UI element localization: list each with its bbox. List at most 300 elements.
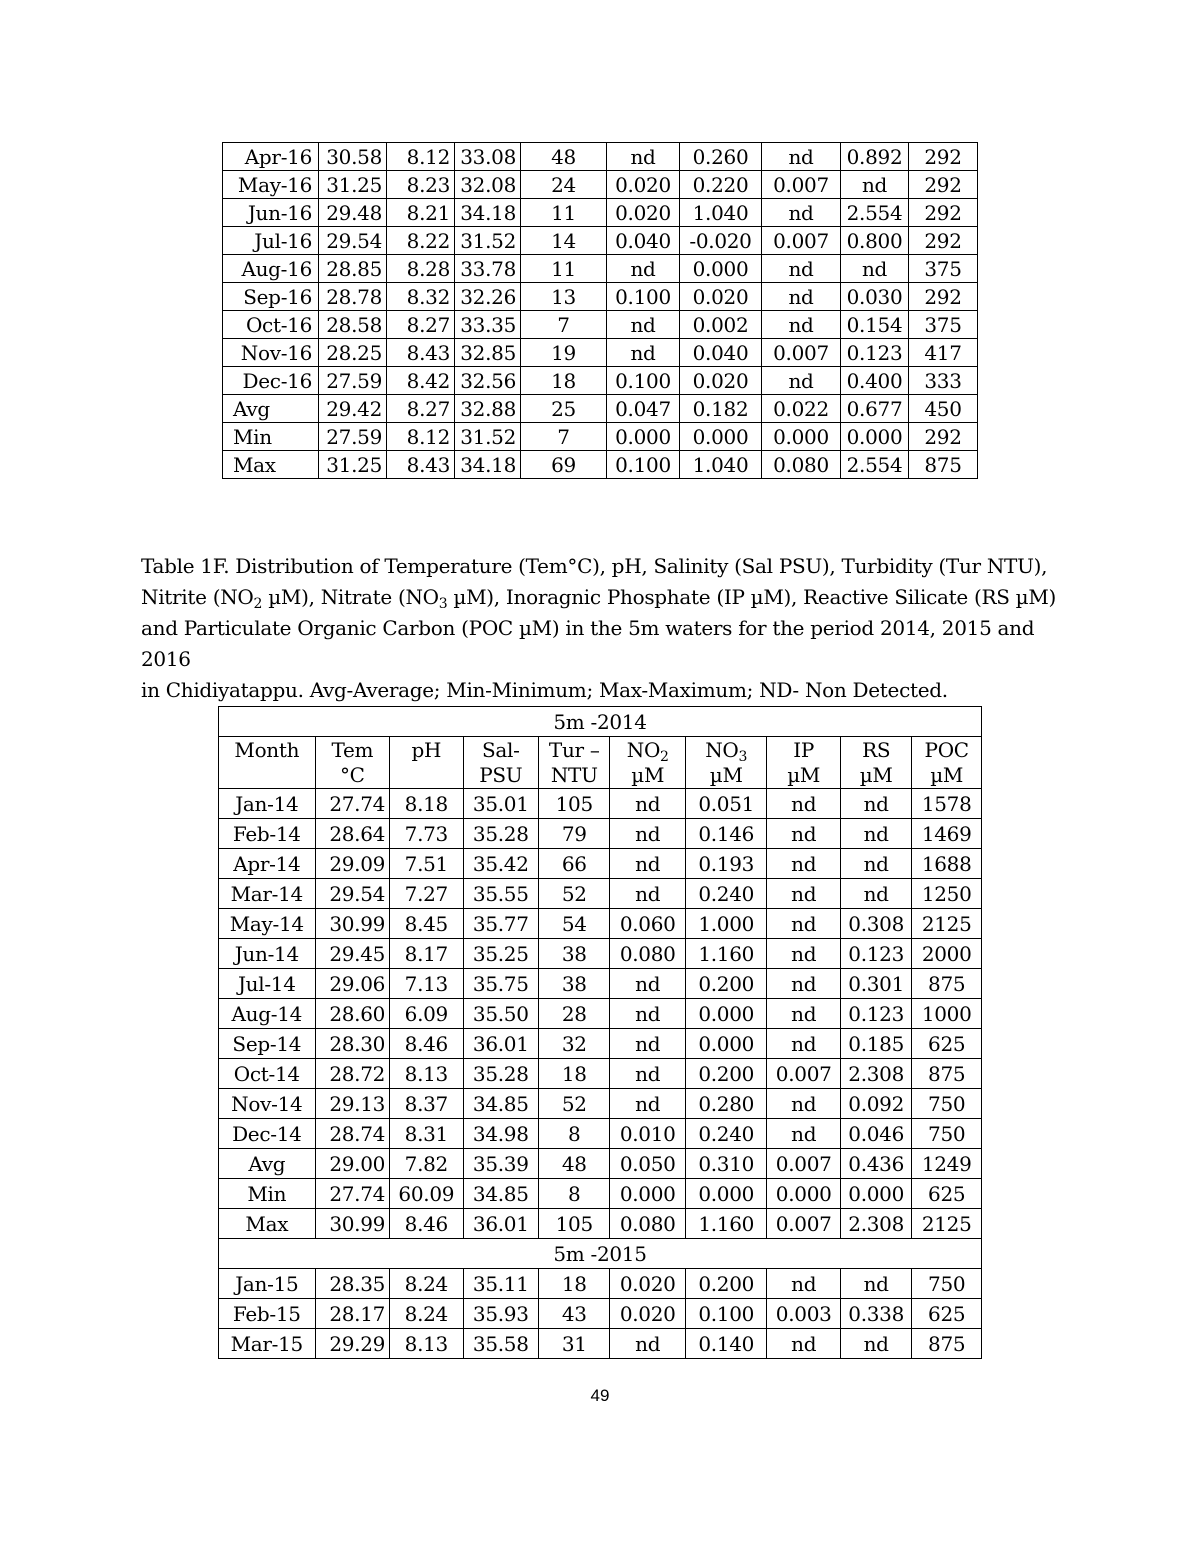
table-cell: 60.09 [390, 1179, 463, 1209]
table-cell: nd [610, 1029, 685, 1059]
table-cell: 1.160 [685, 1209, 767, 1239]
table-row [223, 227, 978, 255]
table-cell: 34.18 [455, 199, 521, 227]
table-cell: 292 [909, 171, 978, 199]
table-cell: nd [767, 819, 840, 849]
table-cell: 0.030 [841, 283, 909, 311]
table-row [223, 367, 978, 395]
table-row [219, 999, 982, 1029]
table-cell: 1.160 [685, 939, 767, 969]
table-cell: 2125 [912, 909, 982, 939]
table-cell: -0.020 [680, 227, 762, 255]
header-poc: POC µM [912, 737, 982, 789]
table-cell: nd [762, 255, 841, 283]
row-label-cell: Jun-16 [223, 199, 319, 227]
table-row [219, 819, 982, 849]
table-cell: 11 [521, 199, 607, 227]
table-cell: 79 [539, 819, 610, 849]
table-cell: 0.046 [840, 1119, 911, 1149]
row-label-cell: Nov-14 [219, 1089, 316, 1119]
table-cell: 69 [521, 451, 607, 479]
table-cell: 29.29 [315, 1329, 389, 1359]
row-label-cell: Apr-16 [223, 143, 319, 171]
table-cell: 8.12 [387, 423, 455, 451]
table-cell: 0.020 [680, 283, 762, 311]
table-cell: 8 [539, 1119, 610, 1149]
table-row [219, 909, 982, 939]
table-cell: 38 [539, 969, 610, 999]
table-cell: 18 [539, 1059, 610, 1089]
table-cell: 0.301 [840, 969, 911, 999]
row-label-cell: May-16 [223, 171, 319, 199]
table-cell: 750 [912, 1119, 982, 1149]
table-cell: 28.74 [315, 1119, 389, 1149]
table-cell: 0.892 [841, 143, 909, 171]
table-cell: 1249 [912, 1149, 982, 1179]
table-cell: 0.020 [680, 367, 762, 395]
row-label-cell: Oct-16 [223, 311, 319, 339]
table-cell: 0.100 [607, 283, 680, 311]
table-cell: 35.58 [463, 1329, 538, 1359]
table-cell: 0.003 [767, 1299, 840, 1329]
table-cell: 48 [521, 143, 607, 171]
table-cell: nd [840, 849, 911, 879]
table-cell: 0.182 [680, 395, 762, 423]
table-cell: nd [607, 255, 680, 283]
table-row [223, 283, 978, 311]
table-cell: 625 [912, 1299, 982, 1329]
table-cell: 750 [912, 1269, 982, 1299]
table-1f [218, 706, 982, 1359]
header-sal: Sal- PSU [463, 737, 538, 789]
table-cell: 0.022 [762, 395, 841, 423]
table-cell: 7.27 [390, 879, 463, 909]
table-cell: nd [610, 879, 685, 909]
table-cell: nd [610, 969, 685, 999]
table-cell: nd [767, 1329, 840, 1359]
table-cell: 0.310 [685, 1149, 767, 1179]
table-cell: 8.42 [387, 367, 455, 395]
table-cell: 0.060 [610, 909, 685, 939]
table-cell: 25 [521, 395, 607, 423]
table-cell: nd [762, 367, 841, 395]
table-cell: 8.22 [387, 227, 455, 255]
table-cell: 2.554 [841, 451, 909, 479]
row-label-cell: Aug-16 [223, 255, 319, 283]
table-cell: nd [762, 143, 841, 171]
table-cell: 1250 [912, 879, 982, 909]
table-cell: 8.18 [390, 789, 463, 819]
table-cell: 1.040 [680, 199, 762, 227]
table-cell: 1000 [912, 999, 982, 1029]
table-row [223, 423, 978, 451]
table-cell: 34.85 [463, 1179, 538, 1209]
row-label-cell: Avg [223, 395, 319, 423]
table-cell: 0.040 [607, 227, 680, 255]
table-row [219, 939, 982, 969]
section-label-2015: 5m -2015 [219, 1239, 982, 1269]
table-cell: 625 [912, 1179, 982, 1209]
table-cell: 0.200 [685, 1269, 767, 1299]
header-tur: Tur – NTU [539, 737, 610, 789]
row-label-cell: May-14 [219, 909, 316, 939]
table-cell: nd [767, 1119, 840, 1149]
table-cell: 2000 [912, 939, 982, 969]
table-row [223, 395, 978, 423]
table-cell: nd [610, 819, 685, 849]
table-cell: 28.35 [315, 1269, 389, 1299]
table-cell: 14 [521, 227, 607, 255]
table-cell: 0.800 [841, 227, 909, 255]
table-cell: nd [841, 255, 909, 283]
table-cell: 34.18 [455, 451, 521, 479]
table-cell: 0.000 [767, 1179, 840, 1209]
table-cell: 0.000 [840, 1179, 911, 1209]
table-cell: 29.45 [315, 939, 389, 969]
table-cell: 1.040 [680, 451, 762, 479]
row-label-cell: Sep-14 [219, 1029, 316, 1059]
table-cell: nd [762, 199, 841, 227]
table-cell: 8.12 [387, 143, 455, 171]
table-cell: 36.01 [463, 1209, 538, 1239]
table-cell: 35.50 [463, 999, 538, 1029]
table-cell: 35.25 [463, 939, 538, 969]
table-cell: 8.32 [387, 283, 455, 311]
header-ph: pH [390, 737, 463, 789]
table-cell: nd [607, 143, 680, 171]
table-cell: 8.13 [390, 1059, 463, 1089]
table-cell: 31.52 [455, 227, 521, 255]
table-row [223, 199, 978, 227]
table-cell: 52 [539, 879, 610, 909]
table-cell: 32.56 [455, 367, 521, 395]
table-cell: 28.72 [315, 1059, 389, 1089]
table-cell: 28.64 [315, 819, 389, 849]
table-cell: 0.308 [840, 909, 911, 939]
table-row [219, 1089, 982, 1119]
table-cell: 35.28 [463, 1059, 538, 1089]
table-cell: 8.43 [387, 451, 455, 479]
table-cell: 28.85 [319, 255, 387, 283]
table-row [223, 339, 978, 367]
table-cell: 36.01 [463, 1029, 538, 1059]
row-label-cell: Dec-14 [219, 1119, 316, 1149]
table-cell: 7.51 [390, 849, 463, 879]
table-cell: 0.100 [607, 367, 680, 395]
table-cell: nd [767, 789, 840, 819]
table-cell: 8.13 [390, 1329, 463, 1359]
table-cell: 0.020 [607, 171, 680, 199]
table-cell: 28.78 [319, 283, 387, 311]
row-label-cell: Dec-16 [223, 367, 319, 395]
section-row-2014 [219, 707, 982, 737]
table-cell: 31.25 [319, 451, 387, 479]
table-cell: 31.25 [319, 171, 387, 199]
table-row [219, 1059, 982, 1089]
table-cell: nd [767, 879, 840, 909]
table-cell: 0.080 [610, 939, 685, 969]
table-cell: 8.27 [387, 311, 455, 339]
table-cell: 0.007 [762, 339, 841, 367]
table-cell: 33.08 [455, 143, 521, 171]
table-cell: 0.123 [840, 939, 911, 969]
table-row [219, 1029, 982, 1059]
table-cell: 0.080 [762, 451, 841, 479]
table-cell: 7 [521, 311, 607, 339]
row-label-cell: Max [223, 451, 319, 479]
table-cell: 2125 [912, 1209, 982, 1239]
table-cell: 0.050 [610, 1149, 685, 1179]
table-cell: 0.000 [610, 1179, 685, 1209]
table-cell: 7 [521, 423, 607, 451]
table-cell: 625 [912, 1029, 982, 1059]
table-cell: 8.23 [387, 171, 455, 199]
table-cell: 38 [539, 939, 610, 969]
table-cell: 8.31 [390, 1119, 463, 1149]
table-cell: 35.75 [463, 969, 538, 999]
row-label-cell: Aug-14 [219, 999, 316, 1029]
table-cell: 0.240 [685, 1119, 767, 1149]
table-cell: 0.240 [685, 879, 767, 909]
table-row [219, 1149, 982, 1179]
row-label-cell: Apr-14 [219, 849, 316, 879]
row-label-cell: Min [223, 423, 319, 451]
table-cell: 32.08 [455, 171, 521, 199]
table-cell: 48 [539, 1149, 610, 1179]
table-cell: 0.000 [680, 423, 762, 451]
table-cell: 8.17 [390, 939, 463, 969]
table-cell: 292 [909, 227, 978, 255]
table-cell: 8.21 [387, 199, 455, 227]
row-label-cell: Mar-15 [219, 1329, 316, 1359]
table-cell: 292 [909, 283, 978, 311]
table-cell: 0.146 [685, 819, 767, 849]
table-cell: 8.46 [390, 1029, 463, 1059]
table-cell: nd [840, 879, 911, 909]
table-cell: 8.24 [390, 1299, 463, 1329]
table-cell: 8.45 [390, 909, 463, 939]
table-cell: nd [767, 849, 840, 879]
header-no2: $NO_2$ µM [610, 737, 685, 789]
table-cell: 34.98 [463, 1119, 538, 1149]
table-2016-body [223, 143, 978, 479]
table-cell: 43 [539, 1299, 610, 1329]
table-row [219, 1209, 982, 1239]
table-cell: nd [607, 311, 680, 339]
table-cell: 31.52 [455, 423, 521, 451]
table-cell: 32.26 [455, 283, 521, 311]
table-cell: nd [610, 849, 685, 879]
table-cell: nd [767, 999, 840, 1029]
table-cell: nd [767, 909, 840, 939]
table-cell: 66 [539, 849, 610, 879]
row-label-cell: Jun-14 [219, 939, 316, 969]
row-label-cell: Mar-14 [219, 879, 316, 909]
table-cell: 1.000 [685, 909, 767, 939]
table-cell: 34.85 [463, 1089, 538, 1119]
table-cell: nd [610, 1059, 685, 1089]
table-row [219, 1299, 982, 1329]
table-cell: 0.185 [840, 1029, 911, 1059]
table-cell: 333 [909, 367, 978, 395]
header-tem: Tem °C [315, 737, 389, 789]
row-label-cell: Avg [219, 1149, 316, 1179]
table-cell: 18 [521, 367, 607, 395]
table-cell: nd [610, 789, 685, 819]
table-cell: 35.55 [463, 879, 538, 909]
table-cell: 0.007 [762, 171, 841, 199]
header-row [219, 737, 982, 789]
table-cell: 35.93 [463, 1299, 538, 1329]
caption-line-1: Table 1F. Distribution of Temperature (Tem°C), pH, Salinity (Sal PSU), Turbidity (Tur NTU), [141, 554, 1048, 578]
table-cell: 33.35 [455, 311, 521, 339]
table-cell: 0.677 [841, 395, 909, 423]
table-cell: 29.06 [315, 969, 389, 999]
row-label-cell: Jul-14 [219, 969, 316, 999]
table-row [219, 969, 982, 999]
table-cell: 8 [539, 1179, 610, 1209]
table-cell: 0.000 [685, 1179, 767, 1209]
row-label-cell: Min [219, 1179, 316, 1209]
table-cell: 8.37 [390, 1089, 463, 1119]
table-cell: 7.73 [390, 819, 463, 849]
header-month: Month [219, 737, 316, 789]
table-cell: 2.308 [840, 1209, 911, 1239]
row-label-cell: Jul-16 [223, 227, 319, 255]
table-cell: 0.400 [841, 367, 909, 395]
table-cell: nd [767, 1029, 840, 1059]
caption-line-4: in Chidiyatappu. Avg-Average; Min-Minimum; Max-Maximum; ND- Non Detected. [141, 678, 948, 702]
caption-line-3: and Particulate Organic Carbon (POC µM) in the 5m waters for the period 2014, 2015 and 2016 [141, 616, 1035, 671]
row-label-cell: Max [219, 1209, 316, 1239]
table-cell: nd [767, 1269, 840, 1299]
table-row [223, 451, 978, 479]
table-cell: 875 [909, 451, 978, 479]
table-cell: 28.30 [315, 1029, 389, 1059]
table-2016-continued [222, 142, 978, 479]
table-cell: 35.11 [463, 1269, 538, 1299]
table-cell: 0.100 [685, 1299, 767, 1329]
table-cell: 1578 [912, 789, 982, 819]
section-label-2014: 5m -2014 [219, 707, 982, 737]
table-cell: 0.100 [607, 451, 680, 479]
header-no3: $NO_3$ µM [685, 737, 767, 789]
row-label-cell: Jan-14 [219, 789, 316, 819]
table-row [219, 1329, 982, 1359]
table-cell: 105 [539, 789, 610, 819]
table-caption [141, 551, 1071, 706]
table-cell: 0.220 [680, 171, 762, 199]
table-cell: 0.007 [767, 1209, 840, 1239]
table-cell: nd [840, 1329, 911, 1359]
table-cell: 292 [909, 423, 978, 451]
table-cell: 8.46 [390, 1209, 463, 1239]
table-cell: 0.007 [762, 227, 841, 255]
row-label-cell: Oct-14 [219, 1059, 316, 1089]
row-label-cell: Feb-15 [219, 1299, 316, 1329]
table-cell: nd [607, 339, 680, 367]
table-cell: 8.24 [390, 1269, 463, 1299]
table-cell: 28.25 [319, 339, 387, 367]
table-row [219, 1179, 982, 1209]
table-cell: 29.09 [315, 849, 389, 879]
table-cell: 0.000 [762, 423, 841, 451]
table-cell: 13 [521, 283, 607, 311]
table-cell: 28.17 [315, 1299, 389, 1329]
table-cell: 105 [539, 1209, 610, 1239]
table-cell: 750 [912, 1089, 982, 1119]
table-cell: 0.260 [680, 143, 762, 171]
table-cell: 0.000 [685, 1029, 767, 1059]
table-cell: 0.007 [767, 1059, 840, 1089]
table-cell: 6.09 [390, 999, 463, 1029]
table-cell: 7.13 [390, 969, 463, 999]
table-cell: 29.13 [315, 1089, 389, 1119]
table-cell: 0.436 [840, 1149, 911, 1179]
table-cell: 35.77 [463, 909, 538, 939]
table-cell: 54 [539, 909, 610, 939]
table-cell: 19 [521, 339, 607, 367]
table-cell: 417 [909, 339, 978, 367]
table-cell: 292 [909, 143, 978, 171]
table-cell: 31 [539, 1329, 610, 1359]
table-cell: 0.040 [680, 339, 762, 367]
table-cell: 28.58 [319, 311, 387, 339]
table-cell: 29.00 [315, 1149, 389, 1179]
table-cell: 35.28 [463, 819, 538, 849]
table-cell: 2.308 [840, 1059, 911, 1089]
table-cell: 18 [539, 1269, 610, 1299]
table-cell: 875 [912, 969, 982, 999]
table-1f-body [219, 707, 982, 1359]
table-cell: 30.99 [315, 1209, 389, 1239]
table-cell: nd [767, 969, 840, 999]
row-label-cell: Feb-14 [219, 819, 316, 849]
table-cell: 35.01 [463, 789, 538, 819]
table-cell: 35.42 [463, 849, 538, 879]
header-rs: RS µM [840, 737, 911, 789]
table-cell: 28 [539, 999, 610, 1029]
table-cell: 30.58 [319, 143, 387, 171]
table-cell: 28.60 [315, 999, 389, 1029]
table-cell: 29.48 [319, 199, 387, 227]
table-cell: 24 [521, 171, 607, 199]
table-row [223, 255, 978, 283]
table-cell: 11 [521, 255, 607, 283]
table-row [219, 1119, 982, 1149]
table-cell: nd [841, 171, 909, 199]
table-cell: 0.020 [610, 1269, 685, 1299]
table-cell: 875 [912, 1059, 982, 1089]
table-cell: 8.27 [387, 395, 455, 423]
table-row [219, 849, 982, 879]
table-cell: nd [610, 1089, 685, 1119]
table-row [223, 311, 978, 339]
section-row-2015 [219, 1239, 982, 1269]
table-row [219, 879, 982, 909]
table-cell: 450 [909, 395, 978, 423]
table-cell: 27.74 [315, 1179, 389, 1209]
table-cell: 8.43 [387, 339, 455, 367]
table-cell: 0.007 [767, 1149, 840, 1179]
row-label-cell: Jan-15 [219, 1269, 316, 1299]
table-cell: nd [767, 1089, 840, 1119]
table-cell: 0.123 [841, 339, 909, 367]
caption-line-2: Nitrite ($NO_2$ µM), Nitrate ($NO_3$ µM), Inoragnic Phosphate (IP µM), Reactive Silicate (RS µM) [141, 585, 1057, 612]
table-cell: 7.82 [390, 1149, 463, 1179]
table-cell: 27.59 [319, 367, 387, 395]
table-cell: nd [840, 789, 911, 819]
